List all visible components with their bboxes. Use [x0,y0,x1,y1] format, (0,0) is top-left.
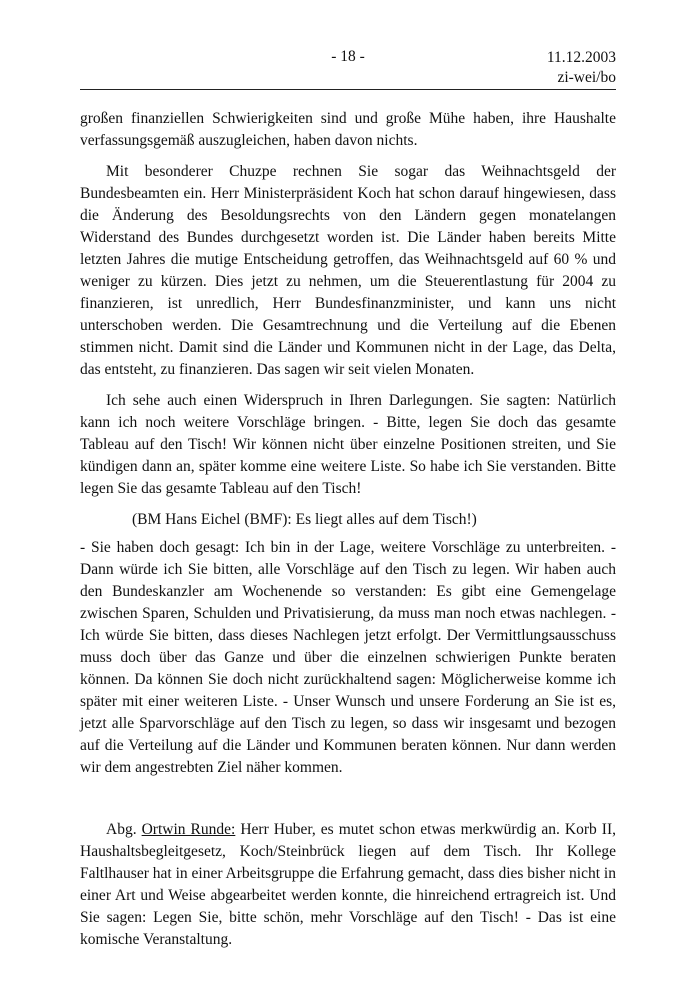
interjection: (BM Hans Eichel (BMF): Es liegt alles auf dem Tisch!) [132,511,477,528]
header-meta [547,48,616,88]
page-header [80,48,616,88]
paragraph: Mit besonderer Chuzpe rechnen Sie sogar das Weihnachtsgeld der Bundesbeamten ein. Herr Ministerpräsident Koch hat schon darauf hingewiesen, dass die Änderung des Besoldungsrechts von den Ländern gegen monatelangen Widerstand des Bundes durchgesetzt worden ist. Die Länder haben bereits Mitte letzten Jahres die mutige Entscheidung getroffen, das Weihnachtsgeld auf 60 % und weniger zu kürzen. Dies jetzt zu nehmen, um die Steuerentlastung für 2004 zu finanzieren, ist unredlich, Herr Bundesfinanzminister, und kann uns nicht unterschoben werden. Die Gesamtrechnung und die Verteilung auf die Ebenen stimmen nicht. Damit sind die Länder und Kommunen nicht in der Lage, das Delta, das entsteht, zu finanzieren. Das sagen wir seit vielen Monaten. [80,163,616,378]
page-number: - 18 - [331,48,365,65]
speaker-title: Abg. [106,821,137,838]
document-body [80,108,616,960]
paragraph-continuation: großen finanziellen Schwierigkeiten sind und große Mühe haben, ihre Haushalte verfassungsgemäß auszugleichen, haben davon nichts. [80,110,616,149]
document-reference: zi-wei/bo [557,69,616,86]
speaker-name: Ortwin Runde: [141,821,236,838]
paragraph: - Sie haben doch gesagt: Ich bin in der Lage, weitere Vorschläge zu unterbreiten. - Dann würde ich Sie bitten, alle Vorschläge auf den Tisch zu legen. Wir haben auch den Bundeskanzler am Wochenende so verstanden: Es gibt eine Gemengelage zwischen Sparen, Schulden und Privatisierung, da muss man noch etwas nachlegen. - Ich würde Sie bitten, dass dieses Nachlegen jetzt erfolgt. Der Vermittlungsausschuss muss doch über das Ganze und über die einzelnen schwierigen Punkte beraten können. Da können Sie doch nicht zurückhaltend sagen: Möglicherweise komme ich später mit einer weiteren Liste. - Unser Wunsch und unsere Forderung an Sie ist es, jetzt alle Sparvorschläge auf den Tisch zu legen, so dass wir insgesamt und bezogen auf die Verteilung auf die Länder und Kommunen beraten können. Nur dann werden wir dem angestrebten Ziel näher kommen. [80,539,616,776]
speech-paragraph [80,819,616,951]
header-divider [80,89,616,90]
speech-text: Herr Huber, es mutet schon etwas merkwürdig an. Korb II, Haushaltsbegleitgesetz, Koch/Steinbrück liegen auf dem Tisch. Ihr Kollege Faltlhauser hat in einer Arbeitsgruppe die Erfahrung gemacht, dass dies bisher nicht in einer Art und Weise abgearbeitet werden konnte, die hinreichend ertragreich ist. Und Sie sagen: Legen Sie, bitte schön, mehr Vorschläge auf den Tisch! - Das ist eine komische Veranstaltung. [80,821,616,948]
paragraph: Ich sehe auch einen Widerspruch in Ihren Darlegungen. Sie sagten: Natürlich kann ich noch weitere Vorschläge bringen. - Bitte, legen Sie doch das gesamte Tableau auf den Tisch! Wir können nicht über einzelne Positionen streiten, und Sie kündigen dann an, später komme eine weitere Liste. So habe ich Sie verstanden. Bitte legen Sie das gesamte Tableau auf den Tisch! [80,392,616,497]
document-date: 11.12.2003 [546,49,616,66]
